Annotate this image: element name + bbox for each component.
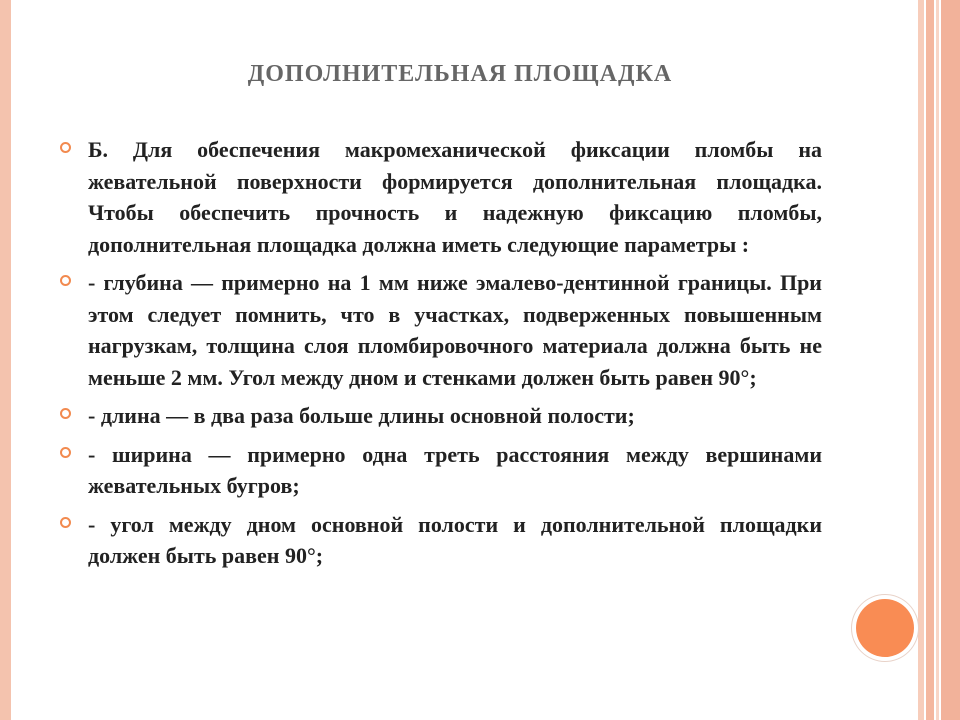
left-border-decoration (0, 0, 11, 720)
slide-title: ДОПОЛНИТЕЛЬНАЯ ПЛОЩАДКА (247, 61, 673, 87)
right-stripe-decoration (918, 0, 924, 720)
circle-bullet-icon (60, 275, 71, 286)
circle-bullet-icon (60, 142, 71, 153)
right-stripe-decoration (926, 0, 934, 720)
bullet-item (58, 267, 822, 393)
bullet-item (58, 134, 822, 260)
bullet-item (58, 400, 822, 432)
bullet-item (58, 509, 822, 572)
right-stripe-decoration (936, 0, 939, 720)
bullet-text: Б. Для обеспечения макромеханической фиксации пломбы на жевательной поверхности формируется дополнительная площадка. Чтобы обеспечить прочность и надежную фиксацию пломбы, дополнительная площадка должна иметь следующие параметры : (88, 137, 822, 257)
bullet-list (58, 134, 822, 579)
circle-bullet-icon (60, 408, 71, 419)
circle-bullet-icon (60, 447, 71, 458)
orange-circle-decoration (856, 599, 914, 657)
bullet-text: - угол между дном основной полости и дополнительной площадки должен быть равен 90°; (88, 511, 822, 568)
right-stripe-decoration (941, 0, 960, 720)
bullet-text: - глубина — примерно на 1 мм ниже эмалево-дентинной границы. При этом следует помнить, что в участках, подверженных повышенным нагрузкам, толщина слоя пломбировочного материала должна быть не меньше 2 мм. Угол между дном и стенками должен быть равен 90°; (88, 270, 822, 390)
bullet-text: - ширина — примерно одна треть расстояния между вершинами жевательных бугров; (88, 441, 822, 498)
bullet-item (58, 439, 822, 502)
bullet-text: - длина — в два раза больше длины основной полости; (88, 403, 635, 428)
circle-bullet-icon (60, 517, 71, 528)
